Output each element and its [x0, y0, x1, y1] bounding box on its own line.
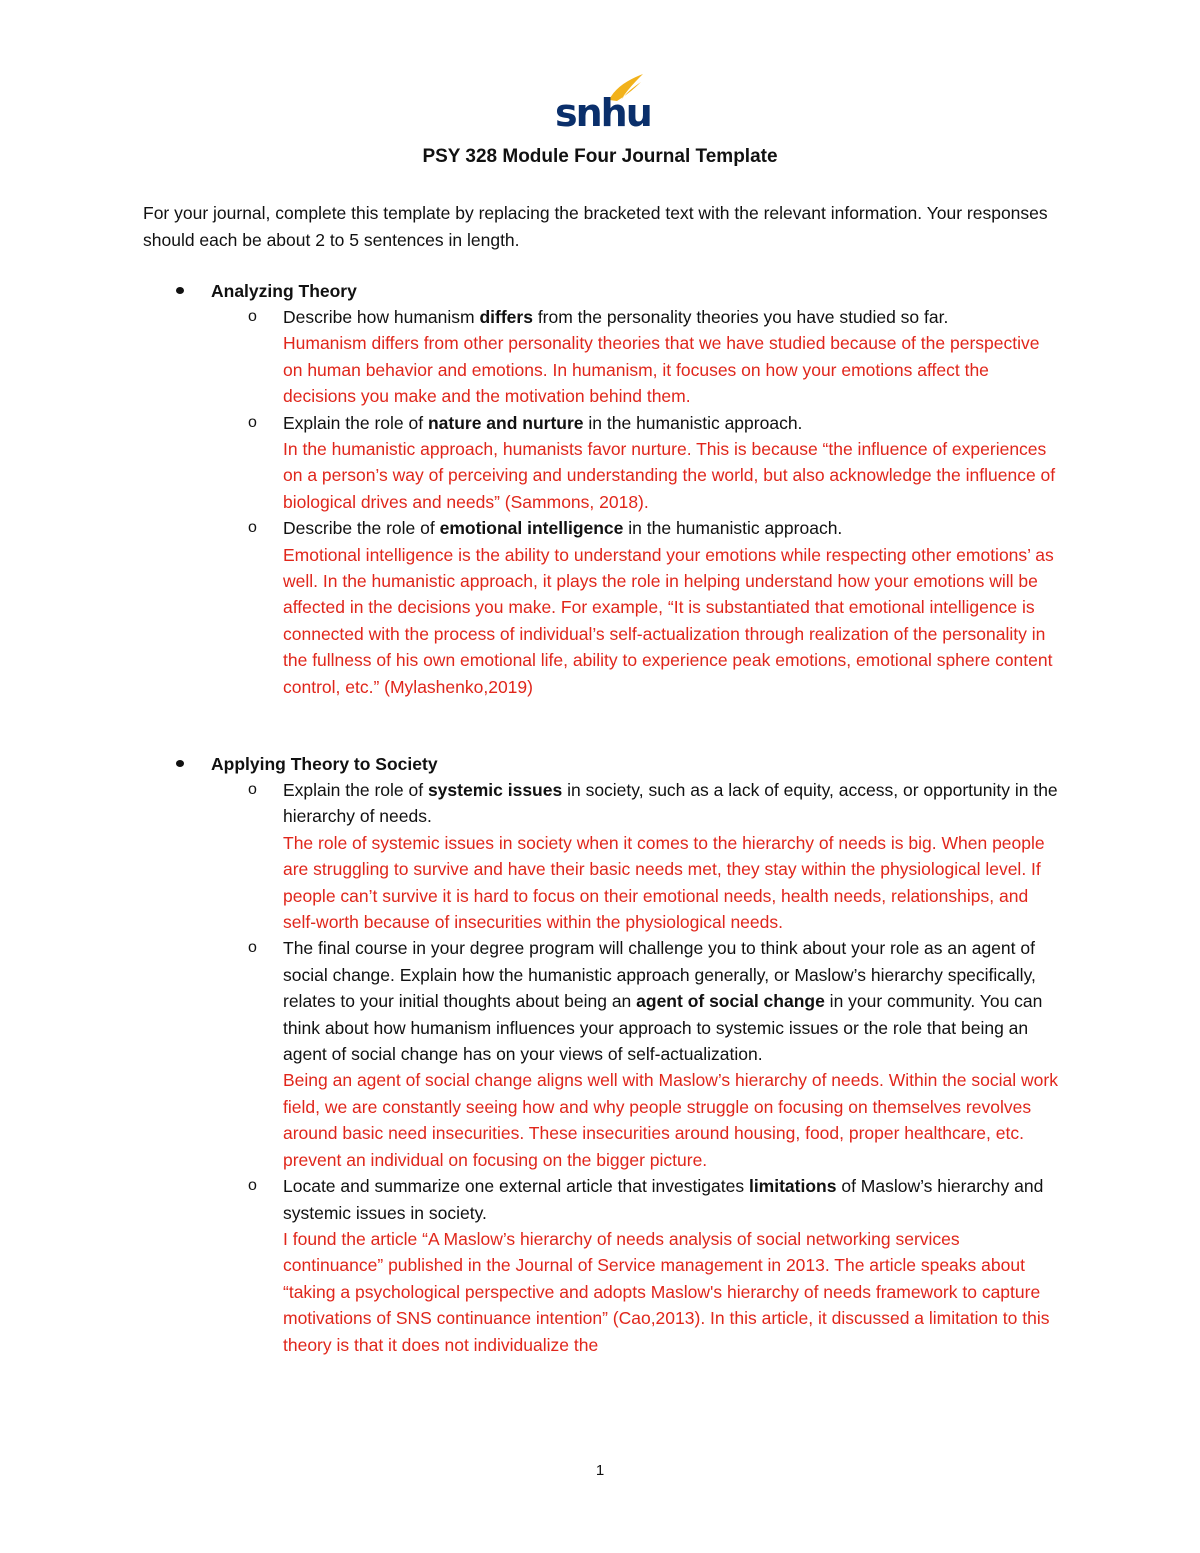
list-item: [143, 1173, 1063, 1358]
list-item: [143, 777, 1063, 935]
question-text-part: Describe the role of: [283, 518, 440, 539]
question-text-part: in your community. You can think about how humanism influences your approach to systemic issues or the role that being an agent of social change has on your views of self-actualization.: [283, 991, 1043, 1065]
list-marker: o: [248, 781, 257, 798]
answer-text: In the humanistic approach, humanists favor nurture. This is because “the influence of experiences on a person’s way of perceiving and understanding the world, but also acknowledge the influence of biological drives and needs” (Sammons, 2018).: [283, 439, 1056, 512]
question-emphasis: emotional intelligence: [439, 518, 624, 539]
list-marker: o: [248, 519, 257, 537]
page-title: PSY 328 Module Four Journal Template: [422, 146, 778, 167]
item-list: [143, 777, 1063, 1358]
list-marker: o: [248, 939, 257, 957]
bullet-icon: [176, 287, 184, 294]
answer-text: Emotional intelligence is the ability to understand your emotions while respecting other emotions’ as well. In the humanistic approach, it plays the role in helping understand how your emotions will be affected in the decisions you make. For example, “It is substantiated that emotional intelligence is connected with the process of individual’s self-actualization through realization of the personality in the fullness of his own emotional life, ability to experience peak emotions, emotional sphere content control, etc.” (Mylashenko,2019): [283, 544, 1054, 697]
list-item: [143, 515, 1063, 700]
answer-text: Being an agent of social change aligns well with Maslow’s hierarchy of needs. Within the social work field, we are constantly seeing how and why people struggle on focusing on themselves revolves around basic need insecurities. These insecurities around housing, food, proper healthcare, etc. prevent an individual on focusing on the bigger picture.: [283, 1070, 1058, 1170]
snhu-logo: [555, 72, 651, 135]
question-text-part: in the humanistic approach.: [583, 412, 803, 433]
section-heading-label: Applying Theory to Society: [211, 754, 438, 774]
question-text: [283, 518, 842, 538]
answer-text: The role of systemic issues in society when it comes to the hierarchy of needs is big. When people are struggling to survive and have their basic needs met, they stay within the physiological level. If people can’t survive it is hard to focus on their emotional needs, health needs, relationships, and self-worth because of insecurities within the physiological needs.: [283, 832, 1045, 933]
answer-text: Humanism differs from other personality theories that we have studied because of the perspective on human behavior and emotions. In humanism, it focuses on how your emotions affect the decisions you make and the motivation behind them.: [283, 333, 1040, 407]
question-text-part: Locate and summarize one external article that investigates: [283, 1176, 749, 1197]
section-heading-label: Analyzing Theory: [211, 281, 357, 301]
question-text-part: from the personality theories you have studied so far.: [532, 307, 949, 327]
question-emphasis: limitations: [748, 1176, 837, 1197]
question-text-part: Describe how humanism: [283, 307, 480, 327]
question-text: [283, 938, 1042, 1064]
list-item: [143, 935, 1063, 1173]
question-emphasis: agent of social change: [636, 991, 825, 1012]
question-emphasis: systemic issues: [427, 780, 563, 800]
question-text-part: The final course in your degree program will challenge you to think about your role as an agent of social change. Explain how the humanistic approach generally, or Maslow’s hierarchy specifically, relates to your initial thoughts about being an: [283, 938, 1036, 1012]
section-applying-theory: [143, 751, 1063, 1358]
logo-text: snhu: [555, 91, 651, 135]
question-text-part: of Maslow’s hierarchy and systemic issues in society.: [283, 1176, 1044, 1223]
section-analyzing-theory: [143, 278, 1063, 700]
question-text: [283, 413, 802, 433]
item-list: [143, 304, 1063, 700]
question-text-part: Explain the role of: [283, 780, 428, 800]
question-text-part: in the humanistic approach.: [623, 518, 843, 539]
question-text-part: Explain the role of: [283, 412, 428, 433]
question-text: [283, 1176, 1043, 1222]
list-marker: o: [248, 413, 257, 431]
section-heading: [143, 278, 1063, 304]
section-heading: [143, 751, 1063, 777]
list-item: [143, 410, 1063, 516]
list-marker: o: [248, 308, 257, 325]
page-number: 1: [595, 1462, 605, 1479]
question-emphasis: differs: [479, 307, 533, 327]
question-text: [283, 307, 948, 327]
question-text-part: in society, such as a lack of equity, access, or opportunity in the hierarchy of needs.: [283, 780, 1058, 827]
list-item: [143, 304, 1063, 410]
intro-paragraph: For your journal, complete this template by replacing the bracketed text with the relevant information. Your responses should each be about 2 to 5 sentences in length.: [143, 203, 1048, 250]
list-marker: o: [248, 1177, 257, 1195]
question-emphasis: nature and nurture: [427, 412, 584, 433]
question-text: [283, 780, 1058, 826]
answer-text: I found the article “A Maslow’s hierarchy of needs analysis of social networking services continuance” published in the Journal of Service management in 2013. The article speaks about “taking a psychological perspective and adopts Maslow's hierarchy of needs framework to capture motivations of SNS continuance intention” (Cao,2013). In this article, it discussed a limitation to this theory is that it does not individualize the: [283, 1228, 1050, 1355]
bullet-icon: [176, 760, 184, 767]
